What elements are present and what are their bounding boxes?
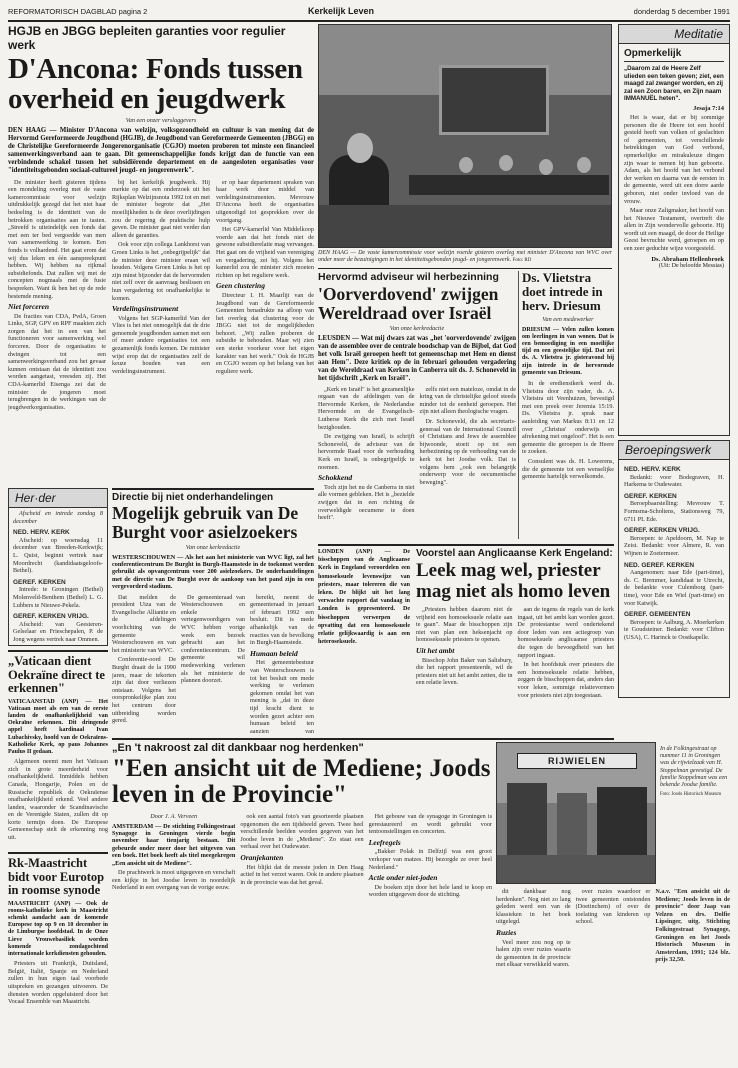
beroepingswerk-box <box>618 440 730 698</box>
caption-text: In de Folkingestraat op nummer 11 in Groningen was de rijwielzaak van H. Stoppelman gevestigd. De familie Stoppelman was een bekende Joodse familie. <box>660 746 728 789</box>
meditatie-author: Ds. Abraham Hellenbroek <box>651 255 724 263</box>
article-col-1 <box>416 606 513 701</box>
article-text: Directeur I. H. Maarliji van de Jeugdbond van de Gereformeerde Gemeenten benadrukte na afloop van het overleg dat clustering voor de JBGG niet tot de mogelijkheden behoort. „Wij zullen proberen de subsidie te behouden. Maar wij zien een sterke voorkeur voor het eigen karakter van het werk." Ook de HGJB en CGJO wezen op het belang van het reguliere werk. <box>216 291 314 375</box>
article-text: dit dankbaar nog herdenken". Nog niet zo lang geleden werd een van de klassieken in het boek uitgelegd. <box>496 888 571 926</box>
article-text: Bisschop John Baker van Salisbury, die het rapport presenteerde, wil de priesters niet uit het ambt zetten, die in een relatie leven. <box>416 656 513 687</box>
article-text: Algemeen neemt men het Vaticaan zich in grote meerderheid voor onafhankelijkheid. Inmiddels hebben Canada, Hongarije, Polen en de Russische republiek de Oekraïense onafhankelijkheid erkend. Veel andere landen, waaronder de Scandinavische en de Verenigde Staten, zullen dit op korte termijn doen. De Europese Gemeenschap stelt de erkenning nog uit. <box>8 758 108 842</box>
article-subhead: Leefregels <box>368 837 401 847</box>
article-subhead: Verdelingsinstrument <box>112 304 179 314</box>
article-headline: „Vaticaan dient Oekraïne direct te erkennen" <box>8 654 105 695</box>
article-lead: DRIESUM — Velen zullen komen om leerlingen in van wonen. Dat is een bemoediging in een moeilijke tijd en een geestelijke tijd. Dat zei ds. A. Vlietstra jr. gisteravond bij zijn intrede in de hervormde gemeente van Driesum. <box>522 326 614 376</box>
article-text: „Bakker Polak in Delfzijl was een groot verkoper van matzes. Hij bezorgde ze over heel Nederland." <box>368 848 492 871</box>
article-kicker: Hervormd adviseur wil herbezinning <box>318 271 499 283</box>
herder-intro: Afscheid en intrede zondag 8 december <box>13 510 103 525</box>
article-text: over ruzies waardoor er twee gemeenten ontstonden (Doetinchem) of over de toelating van kinderen op school. <box>575 888 651 926</box>
article-col-1 <box>8 179 106 414</box>
article-col-3 <box>369 813 492 901</box>
meditatie-author-note: (Uit: De beloofde Messias) <box>658 262 724 269</box>
article-lead: AMSTERDAM — De stichting Folkingestraat Synagoge in Groningen vierde begin november haar tienjarig bestaan. Dit gebeurde onder meer door het uitgeven van een boek. Het boek heeft als titel meegekregen „Een ansicht uit de Mediene". <box>112 822 236 867</box>
section-body: Beroepen: te Aalburg, A. Moerkerken te Goudsteiner. Bedankt: voor Clifton (USA), C. Harinck te Oostkapelle. <box>624 618 724 641</box>
article-subhead: Uit het ambt <box>416 645 455 655</box>
photo-folkingestraat <box>496 742 656 884</box>
article-mediene-continued <box>496 888 730 1060</box>
article-text: Het gebouw van de synagoge in Groningen is gerestaureerd en wordt gebruikt voor tentoonstellingen en concerten. <box>368 813 492 836</box>
meditatie-quote: „Daarom zal de Heere Zelf ulieden een teken geven; ziet, een maagd zal zwanger worden, en zij zal een Zoon baren, en Zijn naam IMMANUËL heten". <box>624 65 724 103</box>
article-subhead: Oranjekanten <box>240 852 284 862</box>
photo-committee-meeting <box>318 24 612 248</box>
article-text: Volgens het SGP-kamerlid Van der Vlies is het niet onmogelijk dat de drie genoemde jeugdbonden samen met een of meer andere organisaties tot een gezamenlijk fonds komen. De minister wijst erop dat de organisaties zelf de keuze houden van een verdelingsinstrument. <box>112 314 210 375</box>
article-vlietstra <box>522 271 614 539</box>
article-lead: VATICAANSTAD (ANP) — Het Vaticaan moet als een van de eerste landen de onafhankelijkheid van Oekraïne erkennen. Dit dringende appel heeft kardinaal Ivan Lubachivsky, hoofd van de Oekraïens-Katholieke Kerk, op paus Johannes Paulus II gedaan. <box>8 698 108 755</box>
article-col-2 <box>112 179 210 414</box>
herder-box <box>8 488 108 646</box>
article-subhead: Actie onder niet-joden <box>368 873 438 883</box>
beroepingswerk-title: Beroepingswerk <box>619 441 729 460</box>
article-body <box>522 380 614 481</box>
article-text: ook een aantal foto's van gesorteerde plaatsen opgenomen die een tijdsbeeld geven. Twee heel verschillende beelden worden gegeven van het Joodse leven in de „Mediene". Zo staat een verhaal over het Oudewater. <box>240 813 364 851</box>
article-text: De boeken zijn door het hele land te koop en worden uitgegeven door de stichting. <box>368 883 492 899</box>
article-col-1 <box>496 888 571 971</box>
article-lead: DEN HAAG — Minister D'Ancona van welzijn, volksgezondheid en cultuur is van mening dat de Hervormd Gereformeerde Jeugdbond (HGJB), de Jeugdbond van Gereformeerde Gemeenten (JBGG) en de Christelijke Gereformeerde Jongerenorganisatie (CGJO) moeten proberen tot minste een financieel samenwerkingsverband aan te gaan. Dit gemeenschappelijke fonds krijgt dan de functie van een verbindende schakel tussen het subsidiërende departement en de aangesloten organisaties voor "identiteitsgebonden sociaal-cultureel jeugd- en jongerenwerk". <box>8 126 314 174</box>
article-headline: Mogelijk gebruik van De Burght voor asielzoekers <box>112 503 299 542</box>
article-text: Het GPV-kamerlid Van Middelkoop voerde aan dat het fonds niet de gewone subsidierelatie mag vervangen. Het gaat om de vrijheid van vereniging en vergadering, zei hij. Volgens het kamerlid zou de minister zich moeten richten op het reguliere werk. <box>216 226 314 279</box>
article-col-3 <box>216 179 314 414</box>
article-text: Het gemeentebestuur van Westerschouwen is tot het besluit om mede werking te verlenen gekomen omdat het van mening is „dat in deze tijd kracht dient te worden gezet achter een humaan beleid ten aanzien van <box>250 659 314 734</box>
article-headline: Leek mag wel, priester mag niet als homo leven <box>416 560 611 602</box>
masthead-paper-name: REFORMATORISCH DAGBLAD pagina 2 <box>8 7 148 16</box>
article-col-2 <box>181 594 245 734</box>
article-text: In de eredienstkerk werd ds. Vlietstra door zijn vader, ds. A. Vlietstra uit Veenhuizen, bevestigd met een preek over Jeremia 15:19. Ds. Vlietstra jr. sprak naar aanleiding van Markus 8:11 en 12 over „Christus' onderwijs en afrekening met ongeloof". Het is een gemeente die geroepen is de Heere te zoeken. <box>522 380 614 456</box>
article-byline: Van onze kerkredactie <box>185 544 241 551</box>
meditatie-heading: Opmerkelijk <box>624 48 724 62</box>
article-text: aan de tegens de regels van de kerk ingaat, uit het ambt kan worden gezet. De protestantse werd ondertekend door leden van een actiegroep van homoseksuele anglicaanse priesters die tegen de bevoegdheid van het rapport ingaan. <box>517 606 614 659</box>
masthead-section: Kerkelijk Leven <box>308 6 375 16</box>
article-text: De minister heeft gisteren tijdens een mondeling overleg met de vaste kamercommissie voor welzijn uitdrukkelijk gezegd dat het niet haar bedoeling is de identiteit van de betrokken organisaties aan te tasten. „Streefd is uiteindelijk een fonds dat met een ter bed vergoedde van men van samenwerking te komen. Een fonds is volhardend. Het gaat erom dat wij dus leken en één aanspreekpunt hebben. Wij hebben na rijkmal subsidiefonds. Dat zullen wij met de concepten nogmaals met de fusie bespreken. Want ik ben het op de rede bestemde mening. <box>8 178 106 300</box>
article-text: Ook voor zijn collega Lankhorst van Groen Links is het „onbegrijpelijk" dat de minister deze minister eraan wil houden. Volgens Groen Links is het op zijn minst bijzonder dat de hervormden niet zelf over de aanvraag beslissen en hun vergadering tot onafhankelijke te komen. <box>112 241 210 302</box>
meditatie-ref: Jesaja 7:14 <box>693 104 724 112</box>
section-body: Afscheid: van Geesteren-Gelselaar en Frieschepalen, P. de Jong wegens vertrek naar Ommen. <box>13 620 103 643</box>
section-head: NED. HERV. KERK <box>13 529 70 537</box>
article-text: Priesters uit Frankrijk, Duitsland, België, Italië, Spanje en Nederland zullen in hun eigen taal voorbede uitspreken en gezangen uitvoeren. De diensten worden opgeluisterd door het Vocaal Ensemble van Maastricht. <box>8 960 108 1006</box>
article-headline: Ds. Vlietstra doet intrede in herv. Driesum <box>522 271 603 313</box>
section-body: Bedankt: voor Bodegraven, H. Harkema te Oudewater. <box>624 473 724 489</box>
article-col-2 <box>518 606 615 701</box>
article-lead: LEUSDEN — Wat mij dwars zat was „het 'oorverdovende' zwijgen van de assemblee over de centrale boodschap van de Bijbel, dat God het volk Israël geroepen heeft tot gemeenschap met Hem en dienst aan Hem". Deze kritiek op de in februari gehouden vergadering van de Wereldraad van Kerken in Canberra uit ds. J. Schoneveld in het tijdschrift „Kerk en Israël". <box>318 334 516 382</box>
article-vaticaan <box>8 650 108 848</box>
article-text: Dr. Schoneveld, die als secretaris-generaal van de International Council of Christians and Jews de assemblee bijwoonde, stoeit op tot een herbezinning op de verhouding van de kerk tot het Joodse volk. Dat is volgens hem „ook een belangrijk onderwerp voor de oecumenische beweging". <box>419 417 516 486</box>
article-col-1 <box>318 386 415 524</box>
section-body: Aangenomen: naar Ede (part-time), ds. C. Bremmer, kandidaat te Utrecht, de bedankte voor Culemborg (part-time), voor Ede en Wiel (part-time) en voor Katwijk. <box>624 569 724 607</box>
photo-caption <box>318 250 612 264</box>
article-headline: 'Oorverdovend' zwijgen Wereldraad over Israël <box>318 284 499 323</box>
article-subhead: Niet forceren <box>8 302 50 312</box>
article-text: De prachtwerk is mooi uitgegeven en verschaft een kijkje in het Joodse leven in noordelijk Nederland in een overgang van de vorige eeuw. <box>112 869 236 892</box>
article-col-2 <box>240 813 363 901</box>
article-text: er op haar departement spraken van haar werk door middel van verdelingsinstrumenten. Mevrouw D'Ancona heeft de organisaties uitgenodigd tot gesprekken over de voortgang. <box>216 178 314 224</box>
section-head: NED. HERV. KERK <box>624 466 681 473</box>
section-body: Beroepen: te Apeldoorn, M. Nap te Zeist. Bedankt: voor Almere, R. van Wijnen te Zoetermeer. <box>624 534 724 557</box>
caption-text: DEN HAAG — De vaste kamercommissie voor welzijn voerde gisteren overleg met minister D'Ancona van WVC over onder meer de bezuinigingen in het identiteitsgebonden jeugd- en jongerenwerk. <box>318 250 612 263</box>
article-text: Toch zijn het nu de Canberra in niet alle vormen gebleken. Het is „bezielde zwijgen dat in een richting de overweldigde oecumene te doen heeft". <box>318 483 415 522</box>
masthead-rule <box>8 20 730 22</box>
article-subhead: Schokkend <box>318 473 353 483</box>
article-byline: Van een onzer verslaggevers <box>125 117 197 124</box>
article-text: Maar onze Zaligmaker, het hoofd van het Nieuwe Testament, overtreft die allen in Zijn wondervolle geboorte. Hij wordt uit een maagd, de door de Heilige Geest bevruchte werd, geroepen en op een zeer geduchte wijze voorgesteld. <box>624 207 724 253</box>
article-de-burght <box>112 488 314 734</box>
section-head: GEREF. KERKEN <box>13 578 66 586</box>
article-byline: Van een medewerker <box>542 316 594 323</box>
section-head: NED. GEREF. KERKEN <box>624 561 695 569</box>
article-headline: "Een ansicht uit de Mediene; Joods leven in de Provincie" <box>112 755 491 808</box>
article-col-3 <box>655 888 730 971</box>
photo-credit: Foto: RD <box>512 258 532 263</box>
article-anglicaanse-kerk <box>318 544 614 736</box>
article-text: Veel meer zou nog op te halen zijn over ruzies waarin de gemeenten in de provincie met elkaar verwikkeld waren. <box>496 938 571 969</box>
article-kicker: Voorstel aan Anglicaanse Kerk Engeland: <box>416 548 613 559</box>
section-head: GEREF. KERKEN <box>624 492 677 500</box>
article-text: In het hoofdstuk over priesters die een homoseksuele relatie hebben, zeggen de bisschoppen dat, anders dan voor leken, sommige relatievormen voor priesters niet zijn toegestaan. <box>517 661 614 699</box>
masthead-date: donderdag 5 december 1991 <box>633 7 730 16</box>
article-text: Het is waar, dat er bij sommige personen die de Heere tot een hoofd gesteld heeft van volken of geslachten of gemeenten, tot verschillende betrekkingen van God verbond, opmerkelijke en mirakuleuze dingen zijn waar te nemen bij hun geboorte. Adam, als het hoofd van het verbond der werken en daarna van de eersten in de gemeente, werd uit een dorre aarde geboren, niet onder invloed van de vrouw. <box>624 113 724 205</box>
section-head: GEREF. KERKEN VRIJG. <box>13 613 89 621</box>
article-col-2 <box>576 888 651 971</box>
article-lead <box>318 548 410 646</box>
article-text: „Priesters hebben daarom niet de vrijheid een homoseksuele relatie aan te gaan". Maar de bisschoppen zijn niet van plan een heksenjacht op homoseksuele priesters te openen. <box>416 606 513 644</box>
article-maastricht <box>8 852 108 1060</box>
section-body: Beroepbaarstelling: Mevrouw T. Formsma-Scholtens, Stationsweg 79, 6711 PL Ede. <box>624 500 724 523</box>
book-reference: N.a.v. "Een ansicht uit de Mediene; Joods leven in de provincie" door Jaap van Velzen en drs. Dolfie Lipsinger, uitg. Stichting Folkingestraat Synagoge, Groningen en het Joods Historisch Museum in Amsterdam, 1991; 124 blz. prijs 32,50. <box>655 888 730 964</box>
lead-text: LONDEN (ANP) — De bisschoppen van de Anglicaanse Kerk in Engeland veroordelen een homoseksuele levenswijze van priesters, maar tolereren die van leken. De blijkt uit het lang verwachte rapport dat vandaag in Londen is gepresenteerd. De bisschoppen verwerpen de opvatting dat een homoseksuele relatie gelijkwaardig is aan een heteroseksuele. <box>318 549 410 646</box>
rule <box>112 738 614 740</box>
article-subhead: Humaan beleid <box>250 648 298 658</box>
article-kicker: „En 't nakroost zal dit dankbaar nog herdenken" <box>112 742 364 754</box>
meditatie-title: Meditatie <box>619 25 729 44</box>
masthead <box>8 6 730 18</box>
article-text: zelfs niet een mateloze, omdat in de kring van de christelijke geloof steeds minder tot de eenheid geroepen. Het zijn niet alleen theologische vragen. <box>419 385 516 416</box>
article-kicker: Directie bij niet onderhandelingen <box>112 492 274 503</box>
article-col-1 <box>112 813 235 901</box>
photo-caption <box>660 746 730 798</box>
section-body: Intrede: te Groningen (Bethel) Molenveld-Benthem (Bethel) L. G. Lubbers te Nieuwe-Pekela. <box>13 586 103 609</box>
article-col-1 <box>112 594 176 734</box>
meditatie-box <box>618 24 730 436</box>
article-text: bij het kerkelijk jeugdwerk. Hij merkte op dat een onderzoek uit het Rijksplan Welzijnsnota 1992 tot en met de minister begrote dat „Het moeilijkheden is de deze overlijdingen zou de regering de praktische hulp geven. De minister gaat niet verder dan alleen de garanties. <box>112 178 210 239</box>
article-lead: WESTERSCHOUWEN — Als het aan het ministerie van WVC ligt, zal het conferentiecentrum De Burght in Burgh-Haamstede in de toekomst worden gebruikt als opvangcentrum voor 200 asielzoekers. De onderhandelingen met de directie van De Burght over de aankoop van het pand zijn in een vergevorderd stadium. <box>112 553 314 591</box>
article-byline: Door J. A. Verveen <box>150 813 198 820</box>
article-lead: MAASTRICHT (ANP) — Ook de rooms-katholieke kerk in Maastricht schenkt aandacht aan de komende Europese top op 9 en 10 december in de Limburgse hoofdstad. In de Onze Lieve Vrouwebasiliek worden komende zondagochtend internationale kerkdiensten gehouden. <box>8 900 108 957</box>
article-col-3 <box>250 594 314 734</box>
article-wereldraad <box>318 271 516 541</box>
article-text: Consulent was ds. H. Lowerens, die de gemeente tot een wenselijke gemeente hartelijk verwelkomde. <box>522 457 614 481</box>
column-rule <box>518 271 519 539</box>
article-text: Het blijkt dat de meeste joden in Den Haag actief in het verzet waren. Ook in andere plaatsen in de provincie was dat het geval. <box>240 863 364 886</box>
article-col-2 <box>420 386 517 524</box>
article-mediene <box>112 742 492 1060</box>
shop-sign: RIJWIELEN <box>517 753 637 769</box>
article-subhead: Geen clustering <box>216 281 265 291</box>
article-text: De gemeenteraad van Westerschouwen en enkele vertegenwoordigers van WVC hebben vorige week een bezoek gebracht aan het conferentiecentrum. De gemeente wil medewerking verlenen als het ministerie de plannen doorzet. <box>181 593 245 685</box>
herder-title: Her·der <box>9 489 107 508</box>
section-body: Afscheid: op woensdag 11 december van Breeden-Kerkwijk; L. Quist, beginnt vertrek naar Moordrecht (kandidaatsgeloofs-Bethel). <box>13 536 103 575</box>
article-dancona <box>8 24 314 486</box>
article-text: Dat melden de president Uiza van de Evangelische Alliantie en de afdelingen voorlichting van de gemeente Westerschouwen en van het ministerie van WVC. <box>112 593 176 654</box>
article-text: De zwijging van Israël, is schrijft Schoneveld, de adviseur van de hervormde Raad voor de verhouding Kerk en Israël, is onbegrijpelijk te noemen. <box>318 433 415 471</box>
rule <box>318 268 612 269</box>
article-subhead: Ruzies <box>496 927 517 937</box>
meditatie-body <box>624 114 724 253</box>
article-text: „Kerk en Israël" is het gezamenlijke orgaan van de afdelingen van de Hervormde Kerken, de Nederlandse Hervormde en de Evangelisch-Lutherse Kerk die zich met Israël bezighouden. <box>318 385 415 431</box>
article-headline: Rk-Maastricht bidt voor Eurotop in roomse synode <box>8 856 105 897</box>
article-text: bereikt, neemt de gemeenteraad in januari of februari 1992 een besluit. Dit is mede afhankelijk van de reacties van de bevolking in Burgh-Haamstede. <box>250 593 314 647</box>
section-head: GEREF. KERKEN VRIJG. <box>624 527 700 535</box>
article-byline: Van onze kerkredactie <box>389 325 445 332</box>
article-text: De fracties van CDA, PvdA, Groen Links, SGP, GPV en RPF maakten zich zorgen dat het in een van het functioneren voor samenwerking wel forceren. Door de organisaties te dwingen tot een samenwerkingsverband zou het gevaar kunnen ontstaan dat de identiteit zou worden aangetast, vreesden zij. Het CDA-kamerlid Eisenga zei dat de minister de jongeren moet terugbrengen in de werkingen van de jeugdwerkorganisaties. <box>8 312 106 411</box>
photo-credit: Foto: Joods Historisch Museum <box>660 792 722 798</box>
article-text: Conferentie-oord De Burght draait de la 1990 jaren, maar de tekorten zijn dat door verliezen ontstaan. Volgens het oorspronkelijke plan zou het centrum door uitbreiding worden gered. <box>112 656 176 725</box>
section-head: GEREF. GEMEENTEN <box>624 611 691 619</box>
article-headline: D'Ancona: Fonds tussen overheid en jeugdwerk <box>8 53 303 115</box>
article-kicker: HGJB en JBGG bepleiten garanties voor regulier werk <box>8 24 286 52</box>
